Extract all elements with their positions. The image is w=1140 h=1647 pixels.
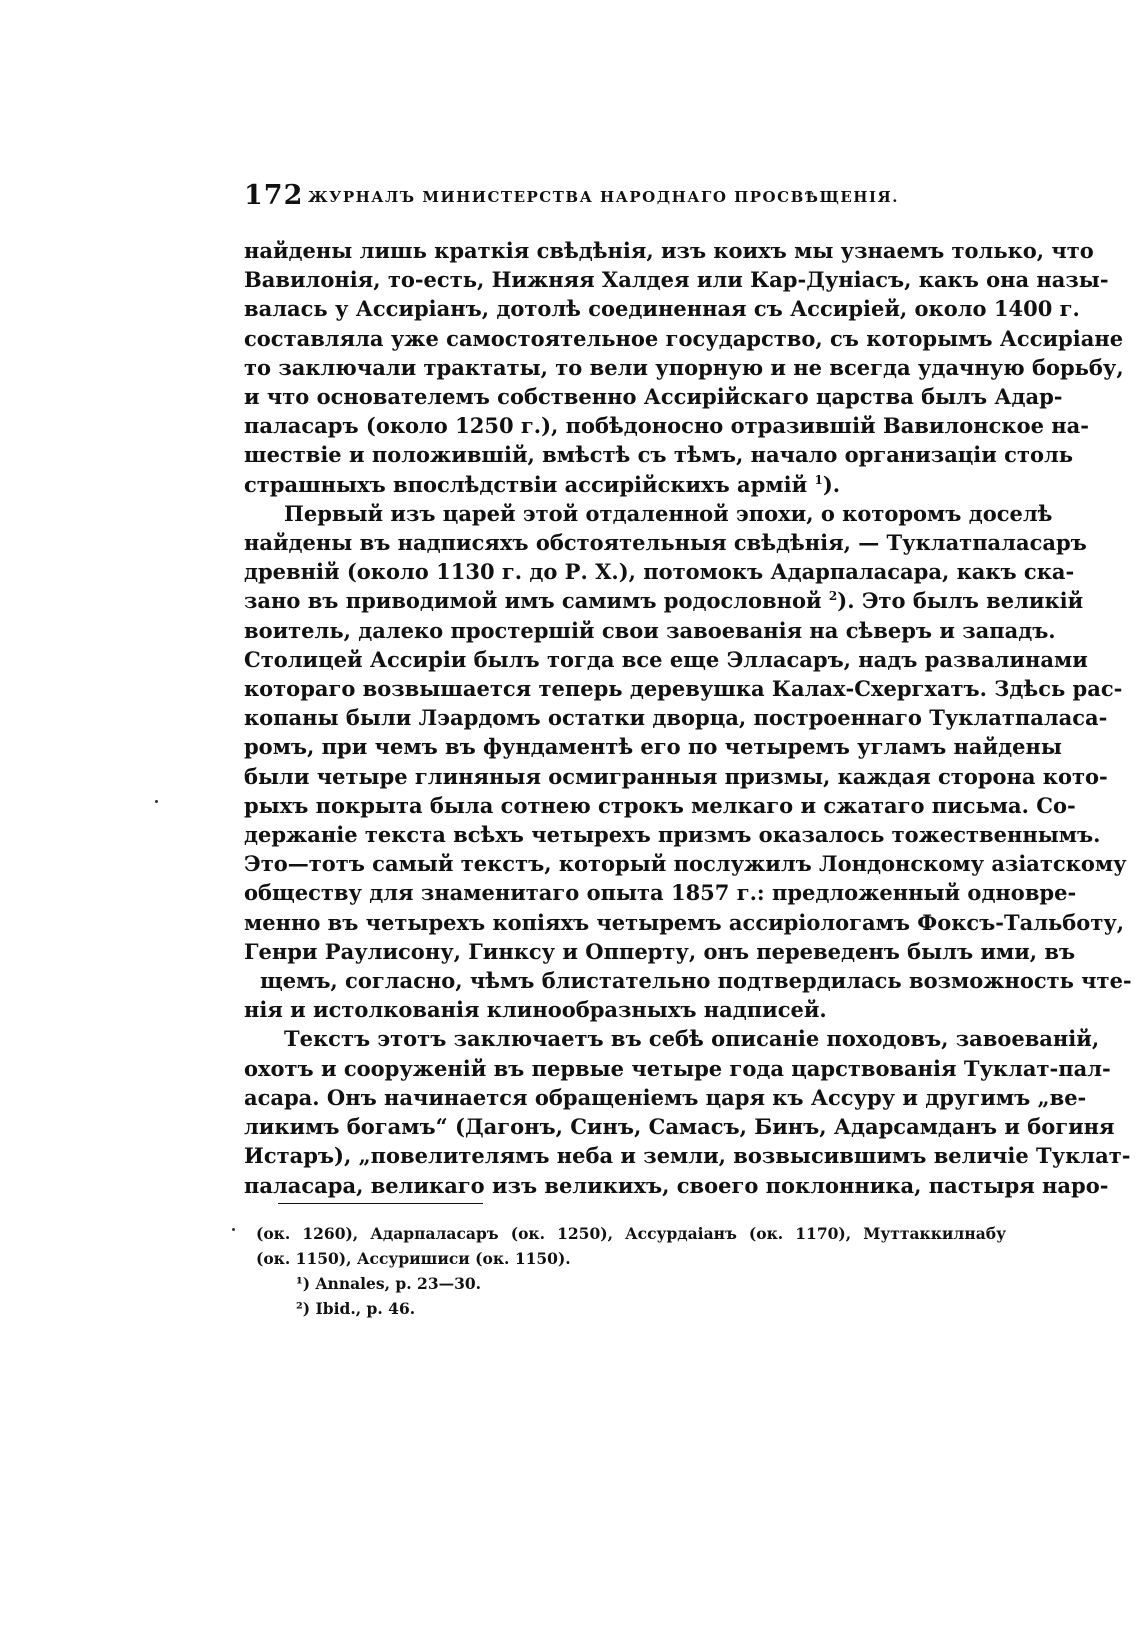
footnote-text: Ibid., p. 46. xyxy=(315,1299,416,1318)
text-line: ромъ, при чемъ въ фундаментѣ его по четыремъ угламъ найдены xyxy=(244,734,1062,760)
text-line: нія и истолкованія клинообразныхъ надписей. xyxy=(244,997,827,1023)
text-fragment: ). xyxy=(822,471,841,497)
text-line: и что основателемъ собственно Ассирійскаго царства былъ Адар- xyxy=(244,384,1063,410)
text-line: валась у Ассиріанъ, дотолѣ соединенная съ Ассиріей, около 1400 г. xyxy=(244,296,1080,322)
text-line: то заключали трактаты, то вели упорную и не всегда удачную борьбу, xyxy=(244,354,1124,380)
text-line: были четыре глиняныя осмигранныя призмы, каждая сторона кото- xyxy=(244,763,1108,789)
footnote-1 xyxy=(256,1271,1006,1296)
text-line: рыхъ покрыта была сотнею строкъ мелкаго и сжатаго письма. Со- xyxy=(244,792,1076,818)
footnote-mark: ¹) xyxy=(296,1274,311,1293)
text-line: Истаръ), „повелителямъ неба и земли, возвысившимъ величіе Туклат- xyxy=(244,1143,1131,1169)
text-line: паласара, великаго изъ великихъ, своего поклонника, пастыря наро- xyxy=(244,1172,1109,1198)
footnote-text: Annales, p. 23—30. xyxy=(315,1274,482,1293)
footnote-ref: 2 xyxy=(828,589,838,604)
text-line: котораго возвышается теперь деревушка Калах-Схергхатъ. Здѣсь рас- xyxy=(244,676,1123,702)
text-line: Вавилонія, то-есть, Нижняя Халдея или Кар-Дуніасъ, какъ она назы- xyxy=(244,267,1109,293)
text-line: Столицей Ассиріи былъ тогда все еще Элласаръ, надъ развалинами xyxy=(244,646,1088,672)
body-text xyxy=(244,236,1132,1200)
text-line: менно въ четырехъ копіяхъ четыремъ ассиріологамъ Фоксъ-Тальботу, xyxy=(244,909,1125,935)
footnote-ref: 1 xyxy=(814,472,823,487)
text-line: щемъ, согласно, чѣмъ блистательно подтвердилась возможность чте- xyxy=(260,968,1132,994)
page-number: 172 xyxy=(244,180,304,211)
footnote-continuation-line: (ок. 1260), Адарпаласаръ (ок. 1250), Ассурдаіанъ (ок. 1170), Муттаккилнабу xyxy=(256,1224,1006,1243)
running-title: ЖУРНАЛЪ МИНИСТЕРСТВА НАРОДНАГО ПРОСВѢЩЕНІЯ. xyxy=(308,188,899,206)
scan-speck xyxy=(155,800,158,803)
text-line: воитель, далеко простершій свои завоеванія на сѣверъ и западъ. xyxy=(244,617,1056,643)
text-line: держаніе текста всѣхъ четырехъ призмъ оказалось тожественнымъ. xyxy=(244,822,1101,848)
text-line: древній (около 1130 г. до Р. Х.), потомокъ Адарпаласара, какъ ска- xyxy=(244,559,1075,585)
page-header xyxy=(244,180,1004,220)
footnote-2 xyxy=(256,1296,1006,1321)
text-line: копаны были Лэардомъ остатки дворца, построеннаго Туклатпаласа- xyxy=(244,705,1108,731)
text-line: Генри Раулисону, Гинксу и Опперту, онъ переведенъ былъ ими, въ xyxy=(244,938,1076,964)
text-line: охотъ и сооруженій въ первые четыре года царствованія Туклат-пал- xyxy=(244,1055,1111,1081)
text-fragment: страшныхъ впослѣдствіи ассирійскихъ армій xyxy=(244,471,808,497)
text-line: асара. Онъ начинается обращеніемъ царя къ Ассуру и другимъ „ве- xyxy=(244,1084,1087,1110)
footnote-continuation-line: (ок. 1150), Ассуришиси (ок. 1150). xyxy=(256,1249,571,1268)
text-line: Первый изъ царей этой отдаленной эпохи, о которомъ доселѣ xyxy=(284,500,1053,526)
scan-speck xyxy=(232,1228,235,1231)
text-line: обществу для знаменитаго опыта 1857 г.: предложенный одновре- xyxy=(244,880,1077,906)
footnote-rule xyxy=(278,1203,483,1204)
text-line: составляла уже самостоятельное государство, съ которымъ Ассиріане xyxy=(244,325,1124,351)
text-line: ликимъ богамъ“ (Дагонъ, Синъ, Самасъ, Бинъ, Адарсамданъ и богиня xyxy=(244,1114,1115,1140)
text-line xyxy=(244,470,1006,499)
footnote-mark: ²) xyxy=(296,1299,311,1318)
text-line: найдены въ надписяхъ обстоятельныя свѣдѣнія, — Туклатпаласаръ xyxy=(244,530,1087,556)
text-line: найдены лишь краткія свѣдѣнія, изъ коихъ мы узнаемъ только, что xyxy=(244,238,1094,263)
text-line: паласаръ (около 1250 г.), побѣдоносно отразившій Вавилонское на- xyxy=(244,413,1089,439)
text-fragment: зано въ приводимой имъ самимъ родословной xyxy=(244,588,822,614)
text-line: Это—тотъ самый текстъ, который послужилъ Лондонскому азіатскому xyxy=(244,851,1127,877)
text-line: Текстъ этотъ заключаетъ въ себѣ описаніе походовъ, завоеваній, xyxy=(284,1026,1100,1052)
text-fragment: ). Это былъ великій xyxy=(837,588,1084,614)
text-line xyxy=(244,586,1084,615)
footnotes xyxy=(256,1221,1006,1321)
text-line: шествіе и положившій, вмѣстѣ съ тѣмъ, начало организаціи столь xyxy=(244,442,1074,468)
